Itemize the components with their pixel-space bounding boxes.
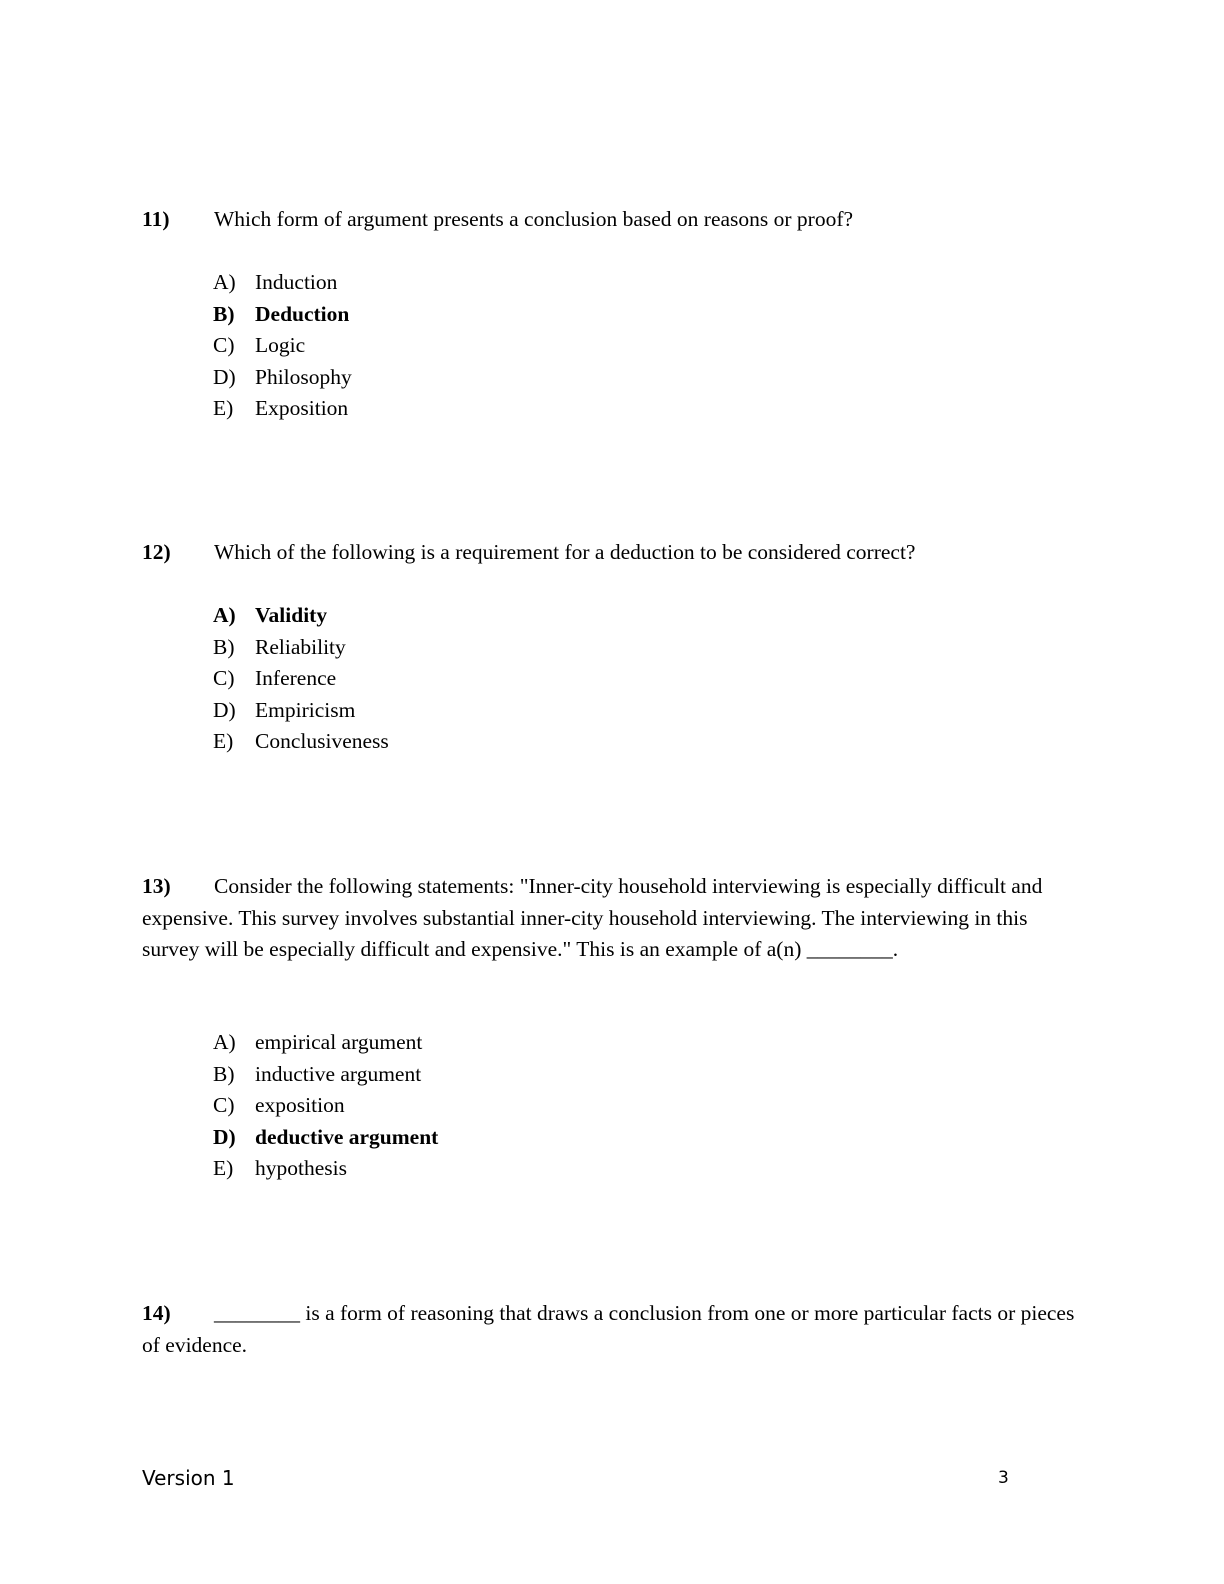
option-b-correct [213,299,352,331]
option-a-correct [213,600,389,632]
question-number: 13) [142,874,171,898]
option-text: Reliability [255,634,346,659]
option-b [213,1059,438,1091]
option-text: Philosophy [255,364,352,389]
page-number: 3 [998,1468,1009,1488]
option-e [213,726,389,758]
question-12 [142,537,1082,569]
question-text: Which of the following is a requirement for a deduction to be considered correct? [214,540,916,564]
question-number: 11) [142,207,170,231]
question-text: is a form of reasoning that draws a conclusion from one or more particular facts or pieces of evidence. [142,1301,1075,1357]
options-list-13 [213,1027,438,1185]
option-text: Conclusiveness [255,729,389,753]
option-d [213,695,389,727]
answer-blank: ________ [214,1301,300,1325]
option-e [213,393,352,425]
option-text: Induction [255,270,338,294]
option-text: Validity [255,603,328,627]
option-letter: C) [213,333,235,357]
option-letter: B) [213,301,235,326]
option-b [213,632,389,664]
option-letter: A) [213,270,236,294]
option-letter: D) [213,364,236,389]
option-letter: A) [213,1030,236,1054]
option-e [213,1153,438,1185]
option-text: inductive argument [255,1061,422,1086]
question-number: 14) [142,1301,171,1325]
option-d-correct [213,1122,438,1154]
option-c [213,330,352,362]
option-c [213,1090,438,1122]
question-text: Consider the following statements: "Inner-city household interviewing is especially difficult and expensive. This survey involves substantial inner-city household interviewing. The interviewing in this survey will be especially difficult and expensive." This is an example of a(n) ________. [142,874,1043,961]
option-d [213,362,352,394]
option-letter: E) [213,729,234,753]
option-c [213,663,389,695]
option-letter: E) [213,396,234,420]
option-letter: D) [213,1124,236,1149]
question-14 [142,1298,1082,1361]
options-list-12 [213,600,389,758]
option-text: Exposition [255,396,349,420]
option-text: Logic [255,333,306,357]
question-11 [142,204,1082,236]
option-letter: E) [213,1156,234,1180]
option-letter: A) [213,603,236,627]
option-text: Inference [255,666,337,690]
option-text: hypothesis [255,1156,347,1180]
option-letter: C) [213,1093,235,1117]
question-number: 12) [142,540,171,564]
option-letter: D) [213,697,236,722]
options-list-11 [213,267,352,425]
option-letter: B) [213,1061,235,1086]
option-text: empirical argument [255,1030,423,1054]
option-a [213,1027,438,1059]
option-text: Deduction [255,301,350,326]
option-letter: B) [213,634,235,659]
option-text: Empiricism [255,697,356,722]
version-label: Version 1 [142,1466,235,1490]
option-text: exposition [255,1093,345,1117]
option-a [213,267,352,299]
option-letter: C) [213,666,235,690]
question-13 [142,871,1082,966]
question-text: Which form of argument presents a conclusion based on reasons or proof? [214,207,854,231]
option-text: deductive argument [255,1124,439,1149]
